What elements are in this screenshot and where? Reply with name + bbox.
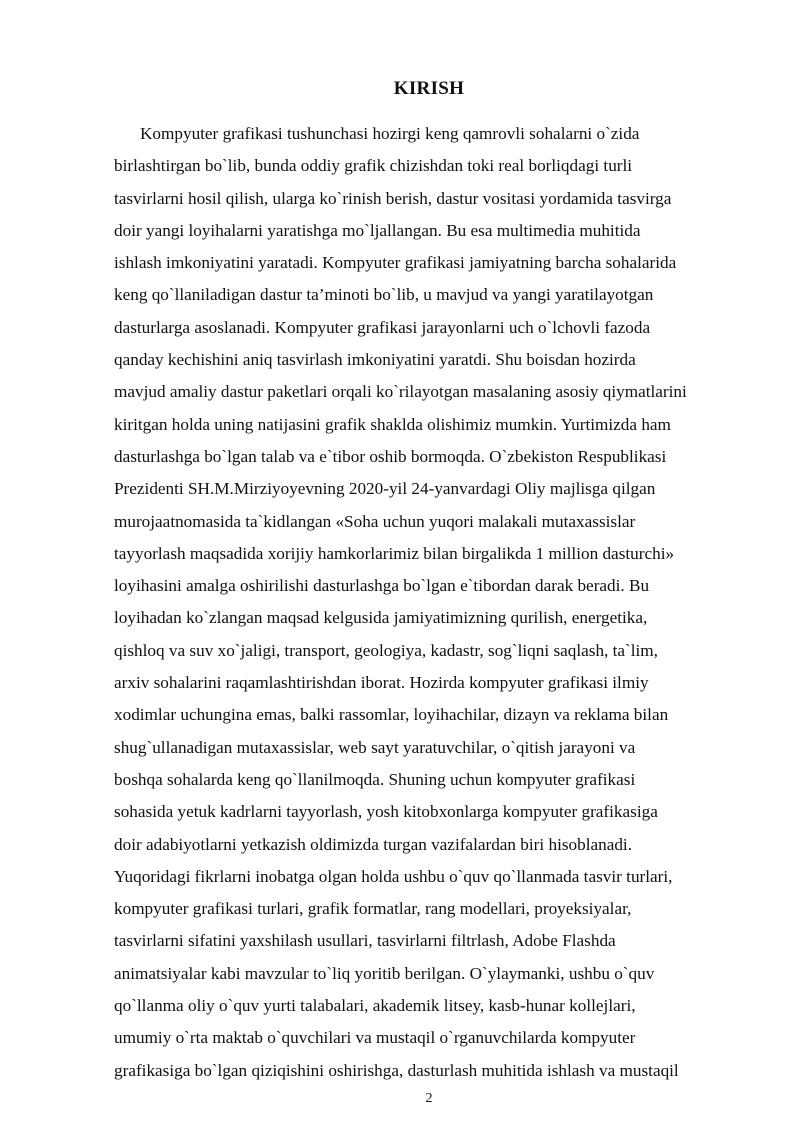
text-line: tayyorlash maqsadida xorijiy hamkorlarimiz bilan birgalikda 1 million dasturchi» (114, 543, 675, 563)
text-line: Yuqoridagi fikrlarni inobatga olgan holda ushbu o`quv qo`llanmada tasvir turlari, (114, 866, 673, 886)
text-line: loyihasini amalga oshirilishi dasturlashga bo`lgan e`tibordan darak beradi. Bu (114, 576, 650, 596)
text-line: doir yangi loyihalarni yaratishga mo`ljallangan. Bu esa multimedia muhitida (114, 220, 641, 240)
text-line: loyihadan ko`zlangan maqsad kelgusida jamiyatimizning qurilish, energetika, (114, 608, 648, 628)
body-paragraph (114, 118, 734, 1087)
text-line: qo`llanma oliy o`quv yurti talabalari, akademik litsey, kasb-hunar kollejlari, (114, 996, 636, 1016)
text-line: doir adabiyotlarni yetkazish oldimizda turgan vazifalardan biri hisoblanadi. (114, 834, 633, 854)
text-line: boshqa sohalarda keng qo`llanilmoqda. Shuning uchun kompyuter grafikasi (114, 769, 636, 789)
page-heading: KIRISH (393, 78, 465, 99)
text-line: animatsiyalar kabi mavzular to`liq yoritib berilgan. O`ylaymanki, ushbu o`quv (114, 963, 655, 983)
text-line: shug`ullanadigan mutaxassislar, web sayt yaratuvchilar, o`qitish jarayoni va (114, 737, 636, 757)
text-line: tasvirlarni hosil qilish, ularga ko`rinish berish, dastur vositasi yordamida tasvirga (114, 188, 672, 208)
text-line: qanday kechishini aniq tasvirlash imkoniyatini yaratdi. Shu boisdan hozirda (114, 350, 636, 370)
text-line: xodimlar uchungina emas, balki rassomlar, loyihachilar, dizayn va reklama bilan (114, 705, 669, 725)
text-line: birlashtirgan bo`lib, bunda oddiy grafik chizishdan toki real borliqdagi turli (114, 156, 633, 176)
page-number: 2 (425, 1091, 433, 1106)
text-line: arxiv sohalarini raqamlashtirishdan iborat. Hozirda kompyuter grafikasi ilmiy (114, 673, 649, 693)
text-line: qishloq va suv xo`jaligi, transport, geologiya, kadastr, sog`liqni saqlash, ta`lim, (114, 640, 658, 660)
text-line: mavjud amaliy dastur paketlari orqali ko`rilayotgan masalaning asosiy qiymatlarini (114, 382, 687, 402)
text-line: tasvirlarni sifatini yaxshilash usullari, tasvirlarni filtrlash, Adobe Flashda (114, 931, 616, 951)
text-line: dasturlashga bo`lgan talab va e`tibor oshib bormoqda. O`zbekiston Respublikasi (114, 446, 667, 466)
text-line: dasturlarga asoslanadi. Kompyuter grafikasi jarayonlarni uch o`lchovli fazoda (114, 317, 651, 337)
text-line: umumiy o`rta maktab o`quvchilari va mustaqil o`rganuvchilarda kompyuter (114, 1028, 636, 1048)
text-line: Prezidenti SH.M.Mirziyoyevning 2020-yil 24-yanvardagi Oliy majlisga qilgan (114, 479, 656, 499)
text-line: keng qo`llaniladigan dastur ta’minoti bo`lib, u mavjud va yangi yaratilayotgan (114, 285, 654, 305)
text-line: kiritgan holda uning natijasini grafik shaklda olishimiz mumkin. Yurtimizda ham (114, 414, 671, 434)
text-line: Kompyuter grafikasi tushunchasi hozirgi keng qamrovli sohalarni o`zida (140, 124, 640, 143)
text-line: ishlash imkoniyatini yaratadi. Kompyuter grafikasi jamiyatning barcha sohalarida (114, 253, 677, 273)
text-line: sohasida yetuk kadrlarni tayyorlash, yosh kitobxonlarga kompyuter grafikasiga (114, 802, 658, 822)
text-line: murojaatnomasida ta`kidlangan «Soha uchun yuqori malakali mutaxassislar (114, 511, 636, 531)
text-line: kompyuter grafikasi turlari, grafik formatlar, rang modellari, proyeksiyalar, (114, 899, 632, 919)
text-line: grafikasiga bo`lgan qiziqishini oshirishga, dasturlash muhitida ishlash va mustaqil (114, 1060, 679, 1080)
